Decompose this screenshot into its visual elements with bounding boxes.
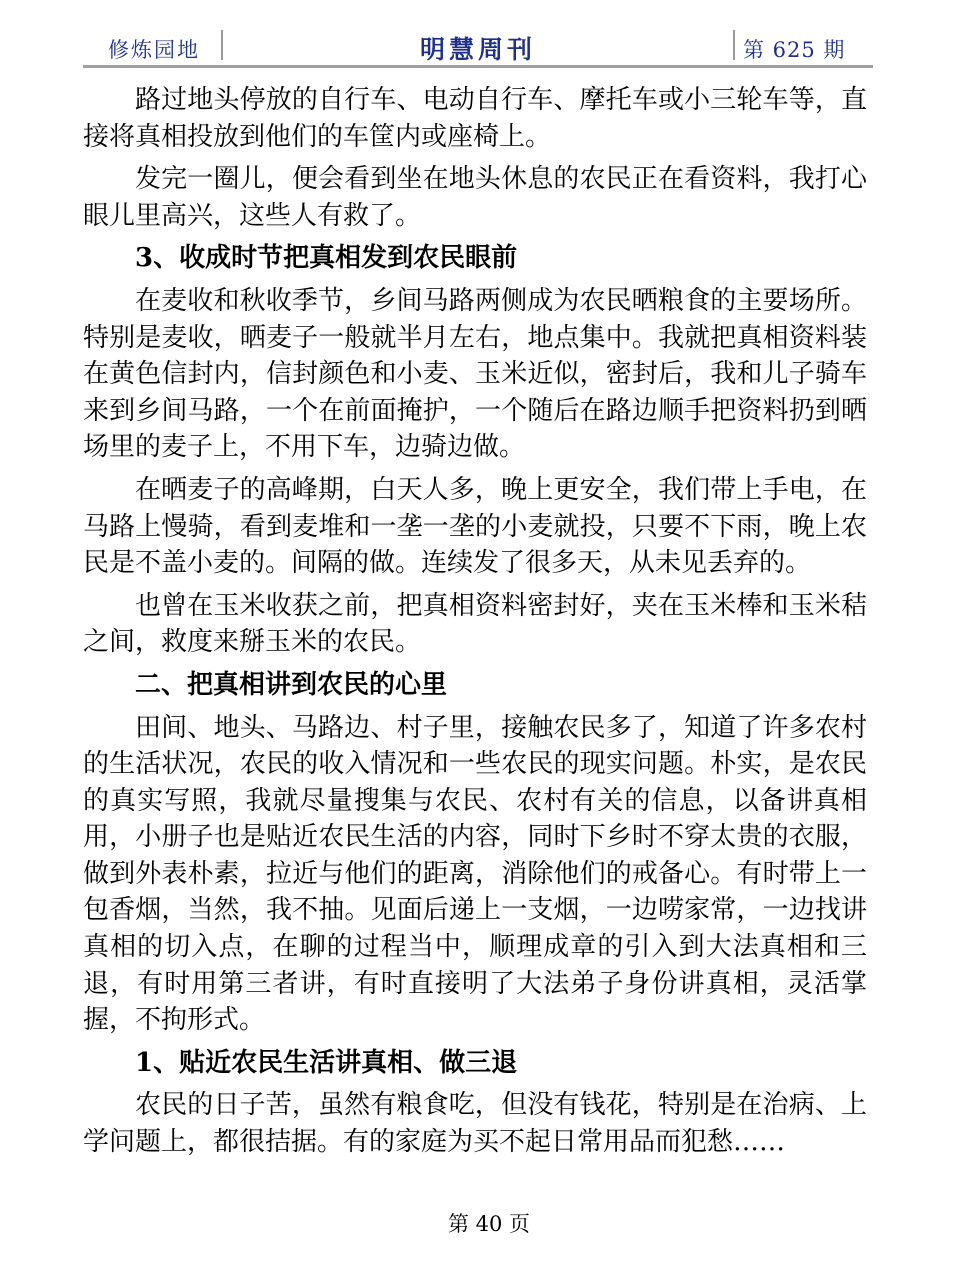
header-divider-right xyxy=(733,30,735,60)
paragraph: 田间、地头、马路边、村子里，接触农民多了，知道了许多农村的生活状况，农民的收入情况和一些农民的现实问题。朴实，是农民的真实写照，我就尽量搜集与农民、农村有关的信息，以备讲真相用，小册子也是贴近农民生活的内容，同时下乡时不穿太贵的衣服，做到外表朴素，拉近与他们的距离，消除他们的戒备心。有时带上一包香烟，当然，我不抽。见面后递上一支烟，一边唠家常，一边找讲真相的切入点，在聊的过程当中，顺理成章的引入到大法真相和三退，有时用第三者讲，有时直接明了大法弟子身份讲真相，灵活掌握，不拘形式。 xyxy=(83,712,867,1036)
paragraph: 路过地头停放的自行车、电动自行车、摩托车或小三轮车等，直接将真相投放到他们的车筐内或座椅上。 xyxy=(83,85,867,152)
article-body xyxy=(83,82,867,1167)
issue-number: 第 625 期 xyxy=(743,38,846,62)
section-heading: 1、贴近农民生活讲真相、做三退 xyxy=(135,1047,518,1078)
publication-title: 明慧周刊 xyxy=(419,35,536,64)
paragraph: 也曾在玉米收获之前，把真相资料密封好，夹在玉米棒和玉米秸之间，救度来掰玉米的农民。 xyxy=(83,590,867,658)
paragraph: 在麦收和秋收季节，乡间马路两侧成为农民晒粮食的主要场所。特别是麦收，晒麦子一般就半月左右，地点集中。我就把真相资料装在黄色信封内，信封颜色和小麦、玉米近似，密封后，我和儿子骑车来到乡间马路，一个在前面掩护，一个随后在路边顺手把资料扔到晒场里的麦子上，不用下车，边骑边做。 xyxy=(83,285,867,463)
header-rule xyxy=(83,65,873,68)
section-heading: 3、收成时节把真相发到农民眼前 xyxy=(135,243,518,274)
section-name: 修炼园地 xyxy=(108,38,200,62)
paragraph: 在晒麦子的高峰期，白天人多，晚上更安全，我们带上手电，在马路上慢骑，看到麦堆和一垄一垄的小麦就投，只要不下雨，晚上农民是不盖小麦的。间隔的做。连续发了很多天，从未见丢弃的。 xyxy=(83,474,867,579)
paragraph: 发完一圈儿，便会看到坐在地头休息的农民正在看资料，我打心眼儿里高兴，这些人有救了。 xyxy=(83,164,867,231)
page-number: 第 40 页 xyxy=(447,1212,531,1236)
section-heading: 二、把真相讲到农民的心里 xyxy=(135,669,448,700)
paragraph: 农民的日子苦，虽然有粮食吃，但没有钱花，特别是在治病、上学问题上，都很拮据。有的家庭为买不起日常用品而犯愁…… xyxy=(83,1090,867,1158)
page-header xyxy=(83,22,873,66)
